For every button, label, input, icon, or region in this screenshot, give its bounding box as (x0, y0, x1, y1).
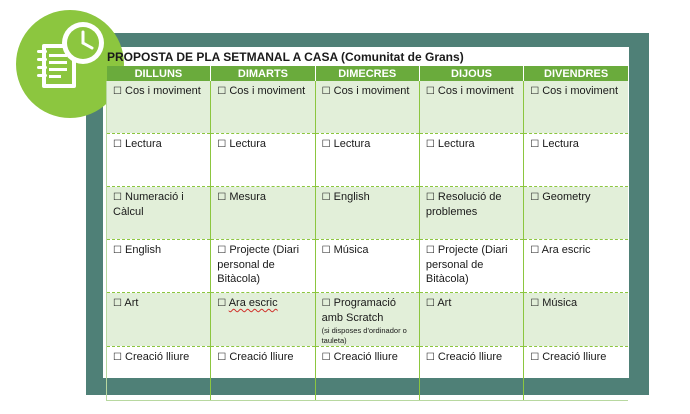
activity-cell[interactable]: ☐ Ara escric (211, 293, 315, 347)
checkbox-icon[interactable]: ☐ (113, 139, 122, 150)
activity-cell[interactable]: ☐ Ara escric (524, 240, 628, 293)
activity-cell[interactable]: ☐ Cos i moviment (419, 81, 523, 134)
checkbox-icon[interactable]: ☐ (321, 352, 331, 363)
activity-cell[interactable]: ☐ Creació lliure (419, 347, 523, 401)
checkbox-icon[interactable]: ☐ (217, 245, 227, 256)
checkbox-icon[interactable]: ☐ (321, 139, 331, 150)
activity-cell[interactable]: ☐ Cos i moviment (524, 81, 628, 134)
checkbox-icon[interactable]: ☐ (217, 298, 227, 309)
activity-cell[interactable]: ☐ Projecte (Diari personal de Bitàcola) (419, 240, 523, 293)
column-header: DIJOUS (419, 66, 523, 81)
checkbox-icon[interactable]: ☐ (530, 298, 540, 309)
activity-cell[interactable]: ☐ Lectura (211, 134, 315, 187)
checkbox-icon[interactable]: ☐ (425, 139, 435, 150)
activity-cell[interactable]: ☐ Resolució de problemes (419, 187, 523, 240)
checkbox-icon[interactable]: ☐ (217, 139, 227, 150)
table-row (107, 240, 629, 293)
activity-cell[interactable]: ☐ Cos i moviment (107, 81, 211, 134)
checkbox-icon[interactable]: ☐ (321, 245, 331, 256)
activity-cell[interactable]: ☐ Programació amb Scratch (si disposes d'ordinador o tauleta) (315, 293, 419, 347)
table-row (107, 347, 629, 401)
column-header: DIMECRES (315, 66, 419, 81)
activity-cell[interactable]: ☐ Creació lliure (524, 347, 628, 401)
checkbox-icon[interactable]: ☐ (425, 86, 435, 97)
checkbox-icon[interactable]: ☐ (425, 298, 435, 309)
activity-cell[interactable]: ☐ Art (419, 293, 523, 347)
weekly-plan-table (106, 66, 628, 401)
checkbox-icon[interactable]: ☐ (425, 192, 435, 203)
activity-cell[interactable]: ☐ Mesura (211, 187, 315, 240)
activity-cell[interactable]: ☐ Numeració i Càlcul (107, 187, 211, 240)
activity-cell[interactable]: ☐ Lectura (524, 134, 628, 187)
checkbox-icon[interactable]: ☐ (530, 86, 540, 97)
column-header: DIVENDRES (524, 66, 628, 81)
checkbox-icon[interactable]: ☐ (530, 139, 540, 150)
checkbox-icon[interactable]: ☐ (530, 192, 540, 203)
column-header: DILLUNS (107, 66, 211, 81)
table-row (107, 293, 629, 347)
scratch-note: (si disposes d'ordinador o tauleta) (321, 326, 407, 345)
activity-cell[interactable]: ☐ Cos i moviment (315, 81, 419, 134)
activity-cell[interactable]: ☐ Lectura (419, 134, 523, 187)
table-header-row (107, 66, 629, 81)
checkbox-icon[interactable]: ☐ (425, 245, 435, 256)
checkbox-icon[interactable]: ☐ (321, 192, 331, 203)
checkbox-icon[interactable]: ☐ (217, 86, 227, 97)
activity-cell[interactable]: ☐ Creació lliure (107, 347, 211, 401)
activity-cell[interactable]: ☐ Creació lliure (315, 347, 419, 401)
checkbox-icon[interactable]: ☐ (113, 298, 122, 309)
column-header: DIMARTS (211, 66, 315, 81)
table-row (107, 81, 629, 134)
checkbox-icon[interactable]: ☐ (113, 245, 122, 256)
activity-cell[interactable]: ☐ Art (107, 293, 211, 347)
table-row (107, 134, 629, 187)
activity-cell[interactable]: ☐ Creació lliure (211, 347, 315, 401)
checkbox-icon[interactable]: ☐ (530, 352, 540, 363)
activity-cell[interactable]: ☐ Música (315, 240, 419, 293)
checkbox-icon[interactable]: ☐ (217, 352, 227, 363)
activity-cell[interactable]: ☐ Lectura (107, 134, 211, 187)
checkbox-icon[interactable]: ☐ (425, 352, 435, 363)
page-title: PROPOSTA DE PLA SETMANAL A CASA (Comunitat de Grans) (107, 50, 464, 64)
table-row (107, 187, 629, 240)
checkbox-icon[interactable]: ☐ (113, 352, 122, 363)
checkbox-icon[interactable]: ☐ (113, 86, 122, 97)
checkbox-icon[interactable]: ☐ (113, 192, 122, 203)
activity-cell[interactable]: ☐ Lectura (315, 134, 419, 187)
activity-cell[interactable]: ☐ Projecte (Diari personal de Bitàcola) (211, 240, 315, 293)
checkbox-icon[interactable]: ☐ (321, 86, 331, 97)
checkbox-icon[interactable]: ☐ (321, 298, 331, 309)
activity-cell[interactable]: ☐ Música (524, 293, 628, 347)
activity-cell[interactable]: ☐ English (315, 187, 419, 240)
activity-cell[interactable]: ☐ English (107, 240, 211, 293)
checkbox-icon[interactable]: ☐ (217, 192, 227, 203)
activity-cell[interactable]: ☐ Geometry (524, 187, 628, 240)
checkbox-icon[interactable]: ☐ (530, 245, 540, 256)
activity-cell[interactable]: ☐ Cos i moviment (211, 81, 315, 134)
